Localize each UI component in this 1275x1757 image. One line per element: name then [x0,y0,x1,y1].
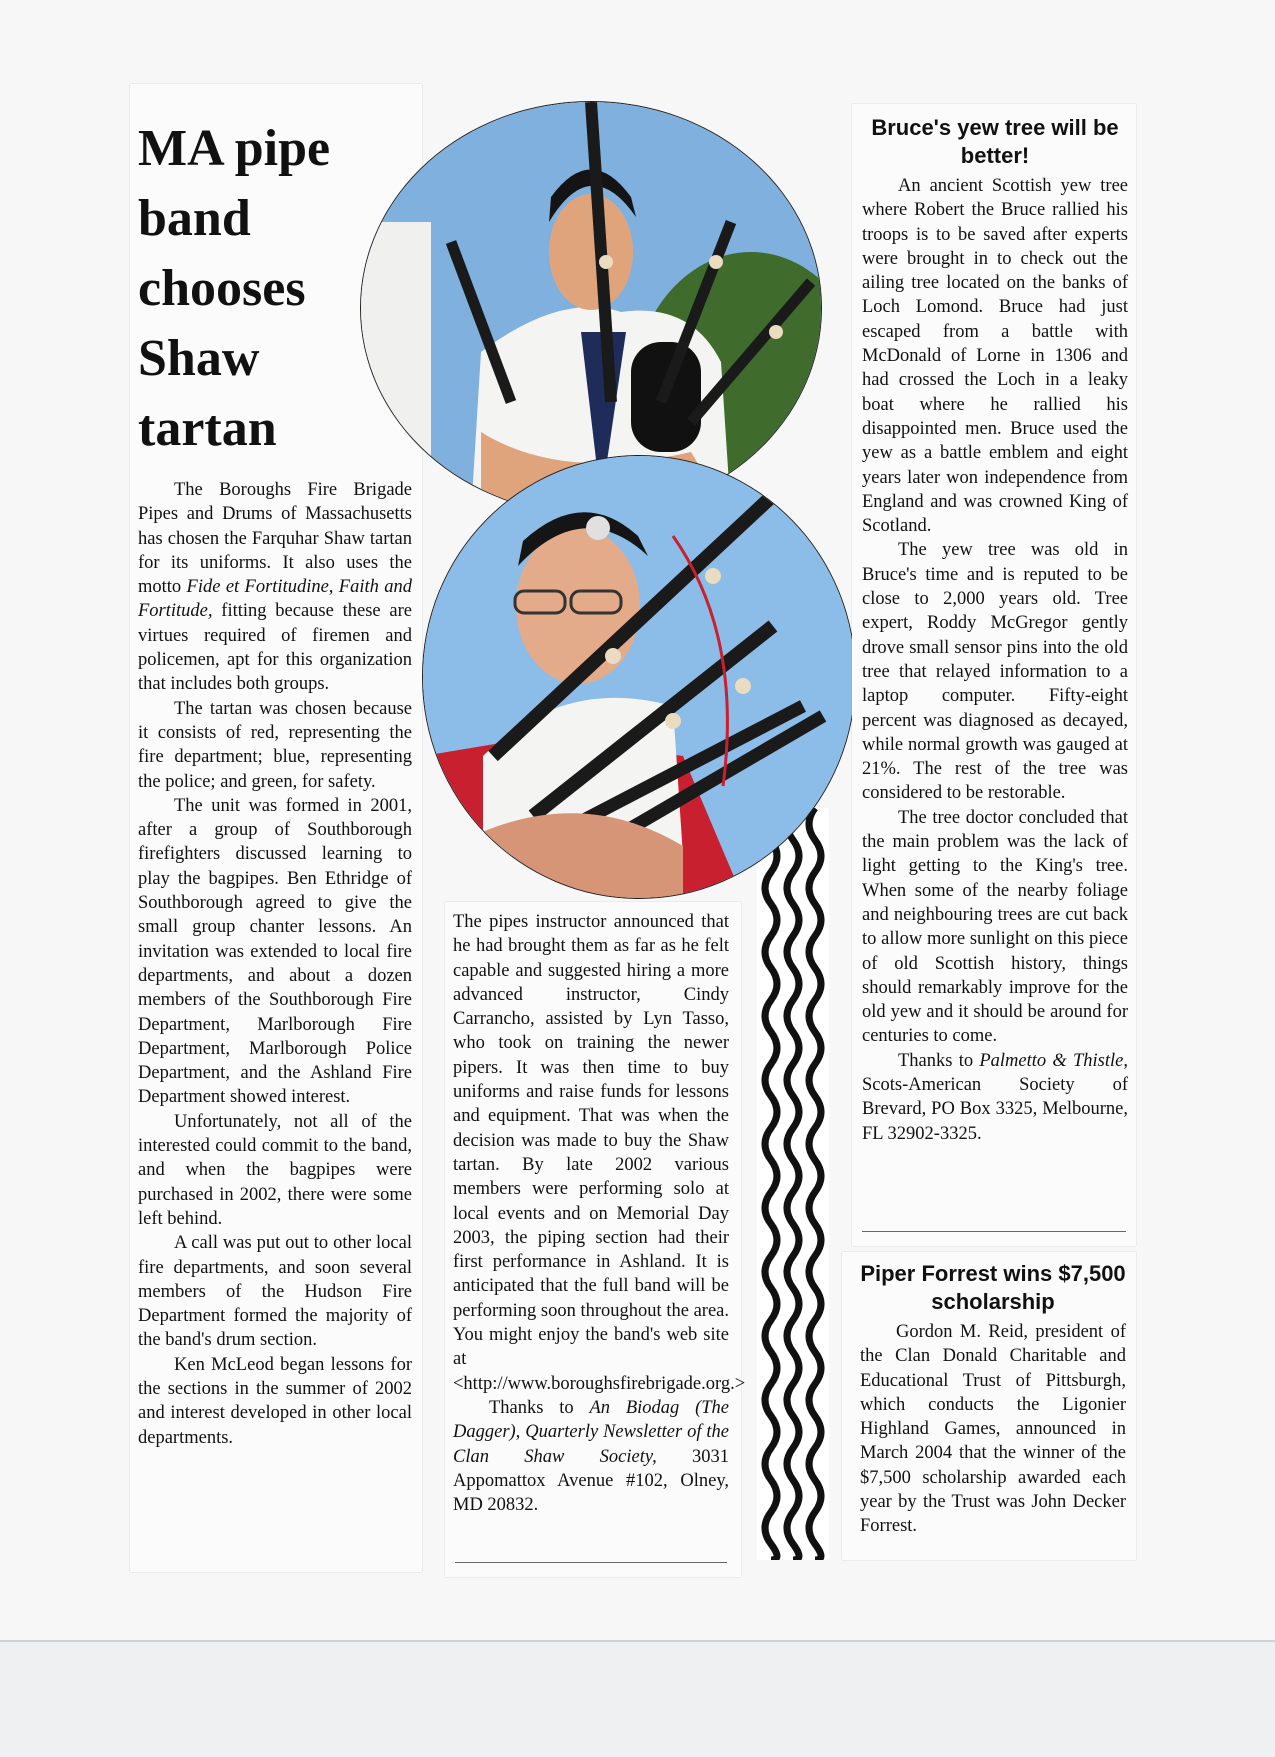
headline-pipe-band: MA pipe band chooses Shaw tartan [138,120,331,457]
decorative-wave-border [757,808,829,1560]
paragraph: The unit was formed in 2001, after a group of Southborough firefighters discussed learning to play the bagpipes. Ben Ethridge of Southborough agreed to give the small group chanter lessons. An invitation was extended to local fire departments, and about a dozen members of the Southborough Fire Department, Marlborough Fire Department, Marlborough Police Department, and the Ashland Fire Department showed interest. [138,795,412,1108]
headline-piper-forrest: Piper Forrest wins $7,500 scholarship [860,1261,1126,1314]
piper-illustration [423,456,855,898]
divider [862,1231,1126,1232]
paragraph: The yew tree was old in Bruce's time and is reputed to be close to 2,000 years old. Tree expert, Roddy McGregor gently drove small sensor pins into the old tree that relayed information to a laptop computer. Fifty-eight percent was diagnosed as decayed, while normal growth was gauged at 21%. The rest of the tree was considered to be restorable. [862,540,1128,804]
piper-photo-bottom [422,455,856,899]
paragraph: The Boroughs Fire Brigade Pipes and Drums of Massachusetts has chosen the Farquhar Shaw tartan for its uniforms. It also uses the motto Fide et Fortitudine, Faith and Fortitude, fitting because these are virtues required of firemen and policemen, apt for this organization that includes both groups. [138,480,413,695]
article-body [138,478,412,1450]
article-body [445,902,746,1517]
divider [455,1562,727,1563]
paragraph: The pipes instructor announced that he had brought them as far as he felt capable and suggested hiring a more advanced instructor, Cindy Carrancho, assisted by Lyn Tasso, who took on training the newer pipers. It was then time to buy uniforms and raise funds for lessons and equipment. That was when the decision was made to buy the Shaw tartan. By late 2002 various members were performing solo at local events and on Memorial Day 2003, the piping section had their first performance in Ashland. It is anticipated that the full band will be performing soon throughout the area. You might enjoy the band's web site at <http://www.boroughsfirebrigade.org.> [453,912,746,1394]
paragraph: Gordon M. Reid, president of the Clan Donald Charitable and Educational Trust of Pittsburgh, which conducts the Ligonier Highland Games, announced in March 2004 that the winner of the $7,500 scholarship awarded each year by the Trust was John Decker Forrest. [860,1322,1126,1537]
wave-pattern [757,808,829,1560]
paragraph: The tree doctor concluded that the main problem was the lack of light getting to the King's tree. When some of the nearby foliage and neighbouring trees are cut back to allow more sunlight on this piece of old Scottish history, things should remarkably improve for the old yew and it should be around for centuries to come. [862,807,1128,1047]
piper-illustration [361,102,821,514]
paragraph: The tartan was chosen because it consists of red, representing the fire department; blue, representing the police; and green, for safety. [138,698,412,792]
article-pipe-band-col2 [445,902,746,1577]
article-body [860,1320,1126,1539]
scanner-bed-edge [0,1640,1275,1757]
credit-line: Thanks to Palmetto & Thistle, Scots-American Society of Brevard, PO Box 3325, Melbourne, FL 32902-3325. [862,1050,1128,1144]
paragraph: An ancient Scottish yew tree where Robert the Bruce rallied his troops is to be saved after experts were brought in to check out the ailing tree located on the banks of Loch Lomond. Bruce had just escaped from a battle with McDonald of Lorne in 1306 and had crossed the Loch in a leaky boat where he rallied his disappointed men. Bruce used the yew as a battle emblem and eight years later won independence from England and was crowned King of Scotland. [862,176,1128,537]
piper-photo-top [360,101,822,515]
article-piper-forrest [842,1252,1136,1560]
article-yew-tree [852,104,1136,1246]
paragraph: Unfortunately, not all of the interested could commit to the band, and when the bagpipes were purchased in 2002, there were some left behind. [138,1111,412,1229]
headline-yew-tree: Bruce's yew tree will be better! [871,115,1119,168]
credit-line: Thanks to An Biodag (The Dagger), Quarterly Newsletter of the Clan Shaw Society, 3031 Appomattox Avenue #102, Olney, MD 20832. [453,1397,730,1516]
paragraph: A call was put out to other local fire departments, and soon several members of the Hudson Fire Department formed the majority of the band's drum section. [138,1233,412,1351]
article-body [862,174,1128,1146]
paragraph: Ken McLeod began lessons for the sections in the summer of 2002 and interest developed in other local departments. [138,1354,412,1448]
